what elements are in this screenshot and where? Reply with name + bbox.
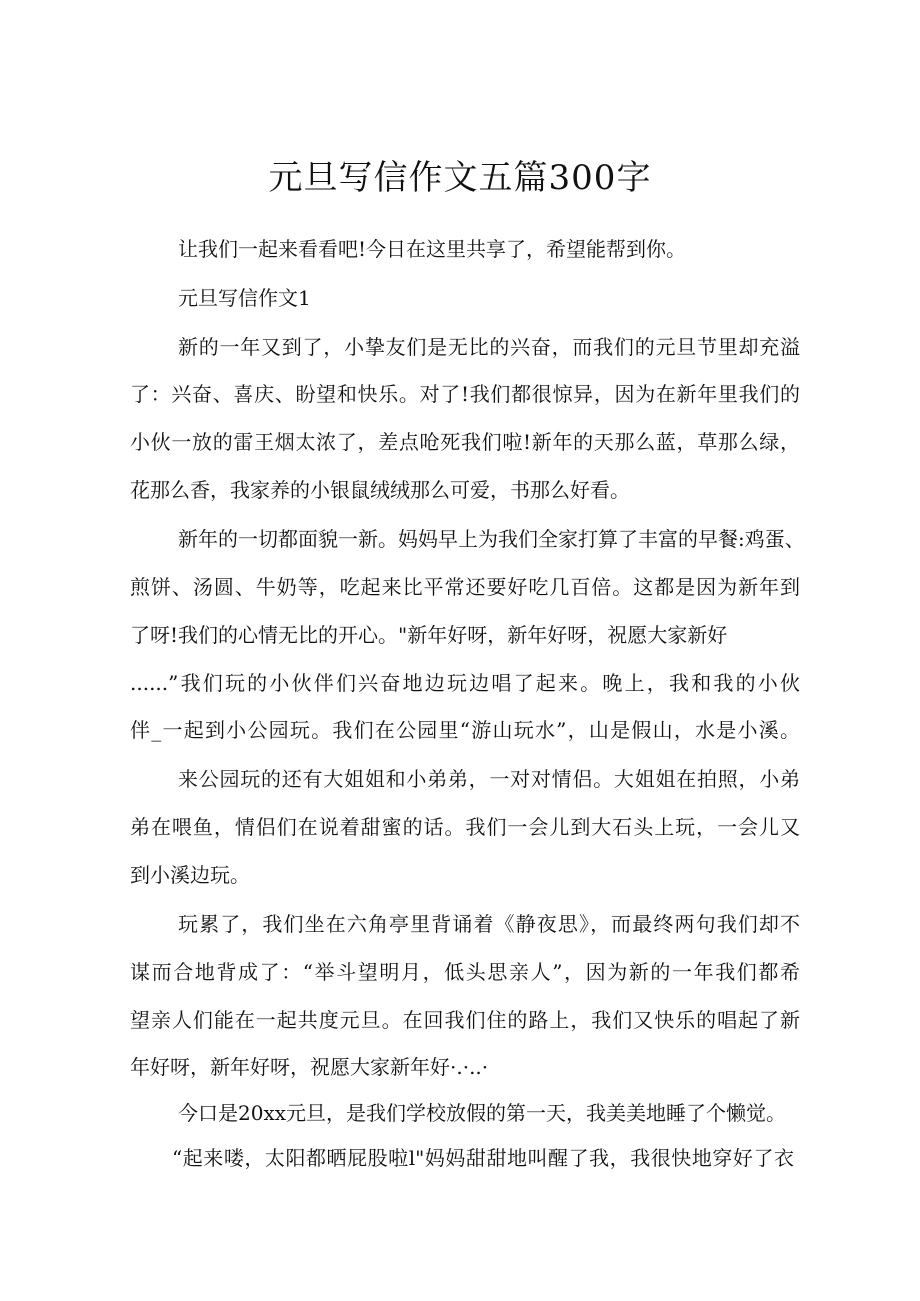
paragraph-line: 玩累了，我们坐在六角亭里背诵着《静夜思》，而最终两句我们却不	[178, 912, 800, 936]
paragraph-line: 新年的一切都面貌一新。妈妈早上为我们全家打算了丰富的早餐:鸡蛋、	[178, 527, 805, 551]
intro-line: 让我们一起来看看吧!今日在这里共享了，希望能帮到你。	[178, 237, 687, 261]
paragraph-line: 来公园玩的还有大姐姐和小弟弟，一对对情侣。大姐姐在拍照，小弟	[178, 767, 800, 791]
document-title: 元旦写信作文五篇300字	[268, 158, 652, 198]
paragraph-line: “起来喽，太阳都晒屁股啦l"妈妈甜甜地叫醒了我，我很快地穿好了衣	[172, 1146, 794, 1170]
paragraph-line: 伴_一起到小公园玩。我们在公园里“游山玩水”，山是假山，水是小溪。	[130, 718, 800, 742]
paragraph-line: 新的一年又到了，小挚友们是无比的兴奋，而我们的元旦节里却充溢	[178, 335, 800, 359]
paragraph-line: ......”我们玩的小伙伴们兴奋地边玩边唱了起来。晚上，我和我的小伙	[130, 671, 800, 695]
paragraph-line: 小伙一放的雷王烟太浓了，差点呛死我们啦!新年的天那么蓝，草那么绿，	[130, 430, 800, 454]
paragraph-line: 谋而合地背成了：“举斗望明月，低头思亲人”，因为新的一年我们都希	[130, 960, 800, 984]
paragraph-line: 年好呀，新年好呀，祝愿大家新年好·.·..·	[130, 1055, 489, 1079]
paragraph-line: 了呀!我们的心情无比的开心。"新年好呀，新年好呀，祝愿大家新好	[130, 623, 728, 647]
paragraph-line: 煎饼、汤圆、牛奶等，吃起来比平常还要好吃几百倍。这都是因为新年到	[130, 575, 800, 599]
section-heading: 元旦写信作文1	[178, 286, 311, 310]
paragraph-line: 到小溪边玩。	[130, 863, 250, 887]
paragraph-line: 弟在喂鱼，情侣们在说着甜蜜的话。我们一会儿到大石头上玩，一会儿又	[130, 815, 800, 839]
paragraph-line: 花那么香，我家养的小银鼠绒绒那么可爱，书那么好看。	[130, 478, 630, 502]
paragraph-line: 今口是20xx元旦，是我们学校放假的第一天，我美美地睡了个懒觉。	[178, 1101, 787, 1125]
paragraph-line: 望亲人们能在一起共度元旦。在回我们住的路上，我们又快乐的唱起了新	[130, 1008, 800, 1032]
paragraph-line: 了：兴奋、喜庆、盼望和快乐。对了!我们都很惊异，因为在新年里我们的	[130, 382, 800, 406]
